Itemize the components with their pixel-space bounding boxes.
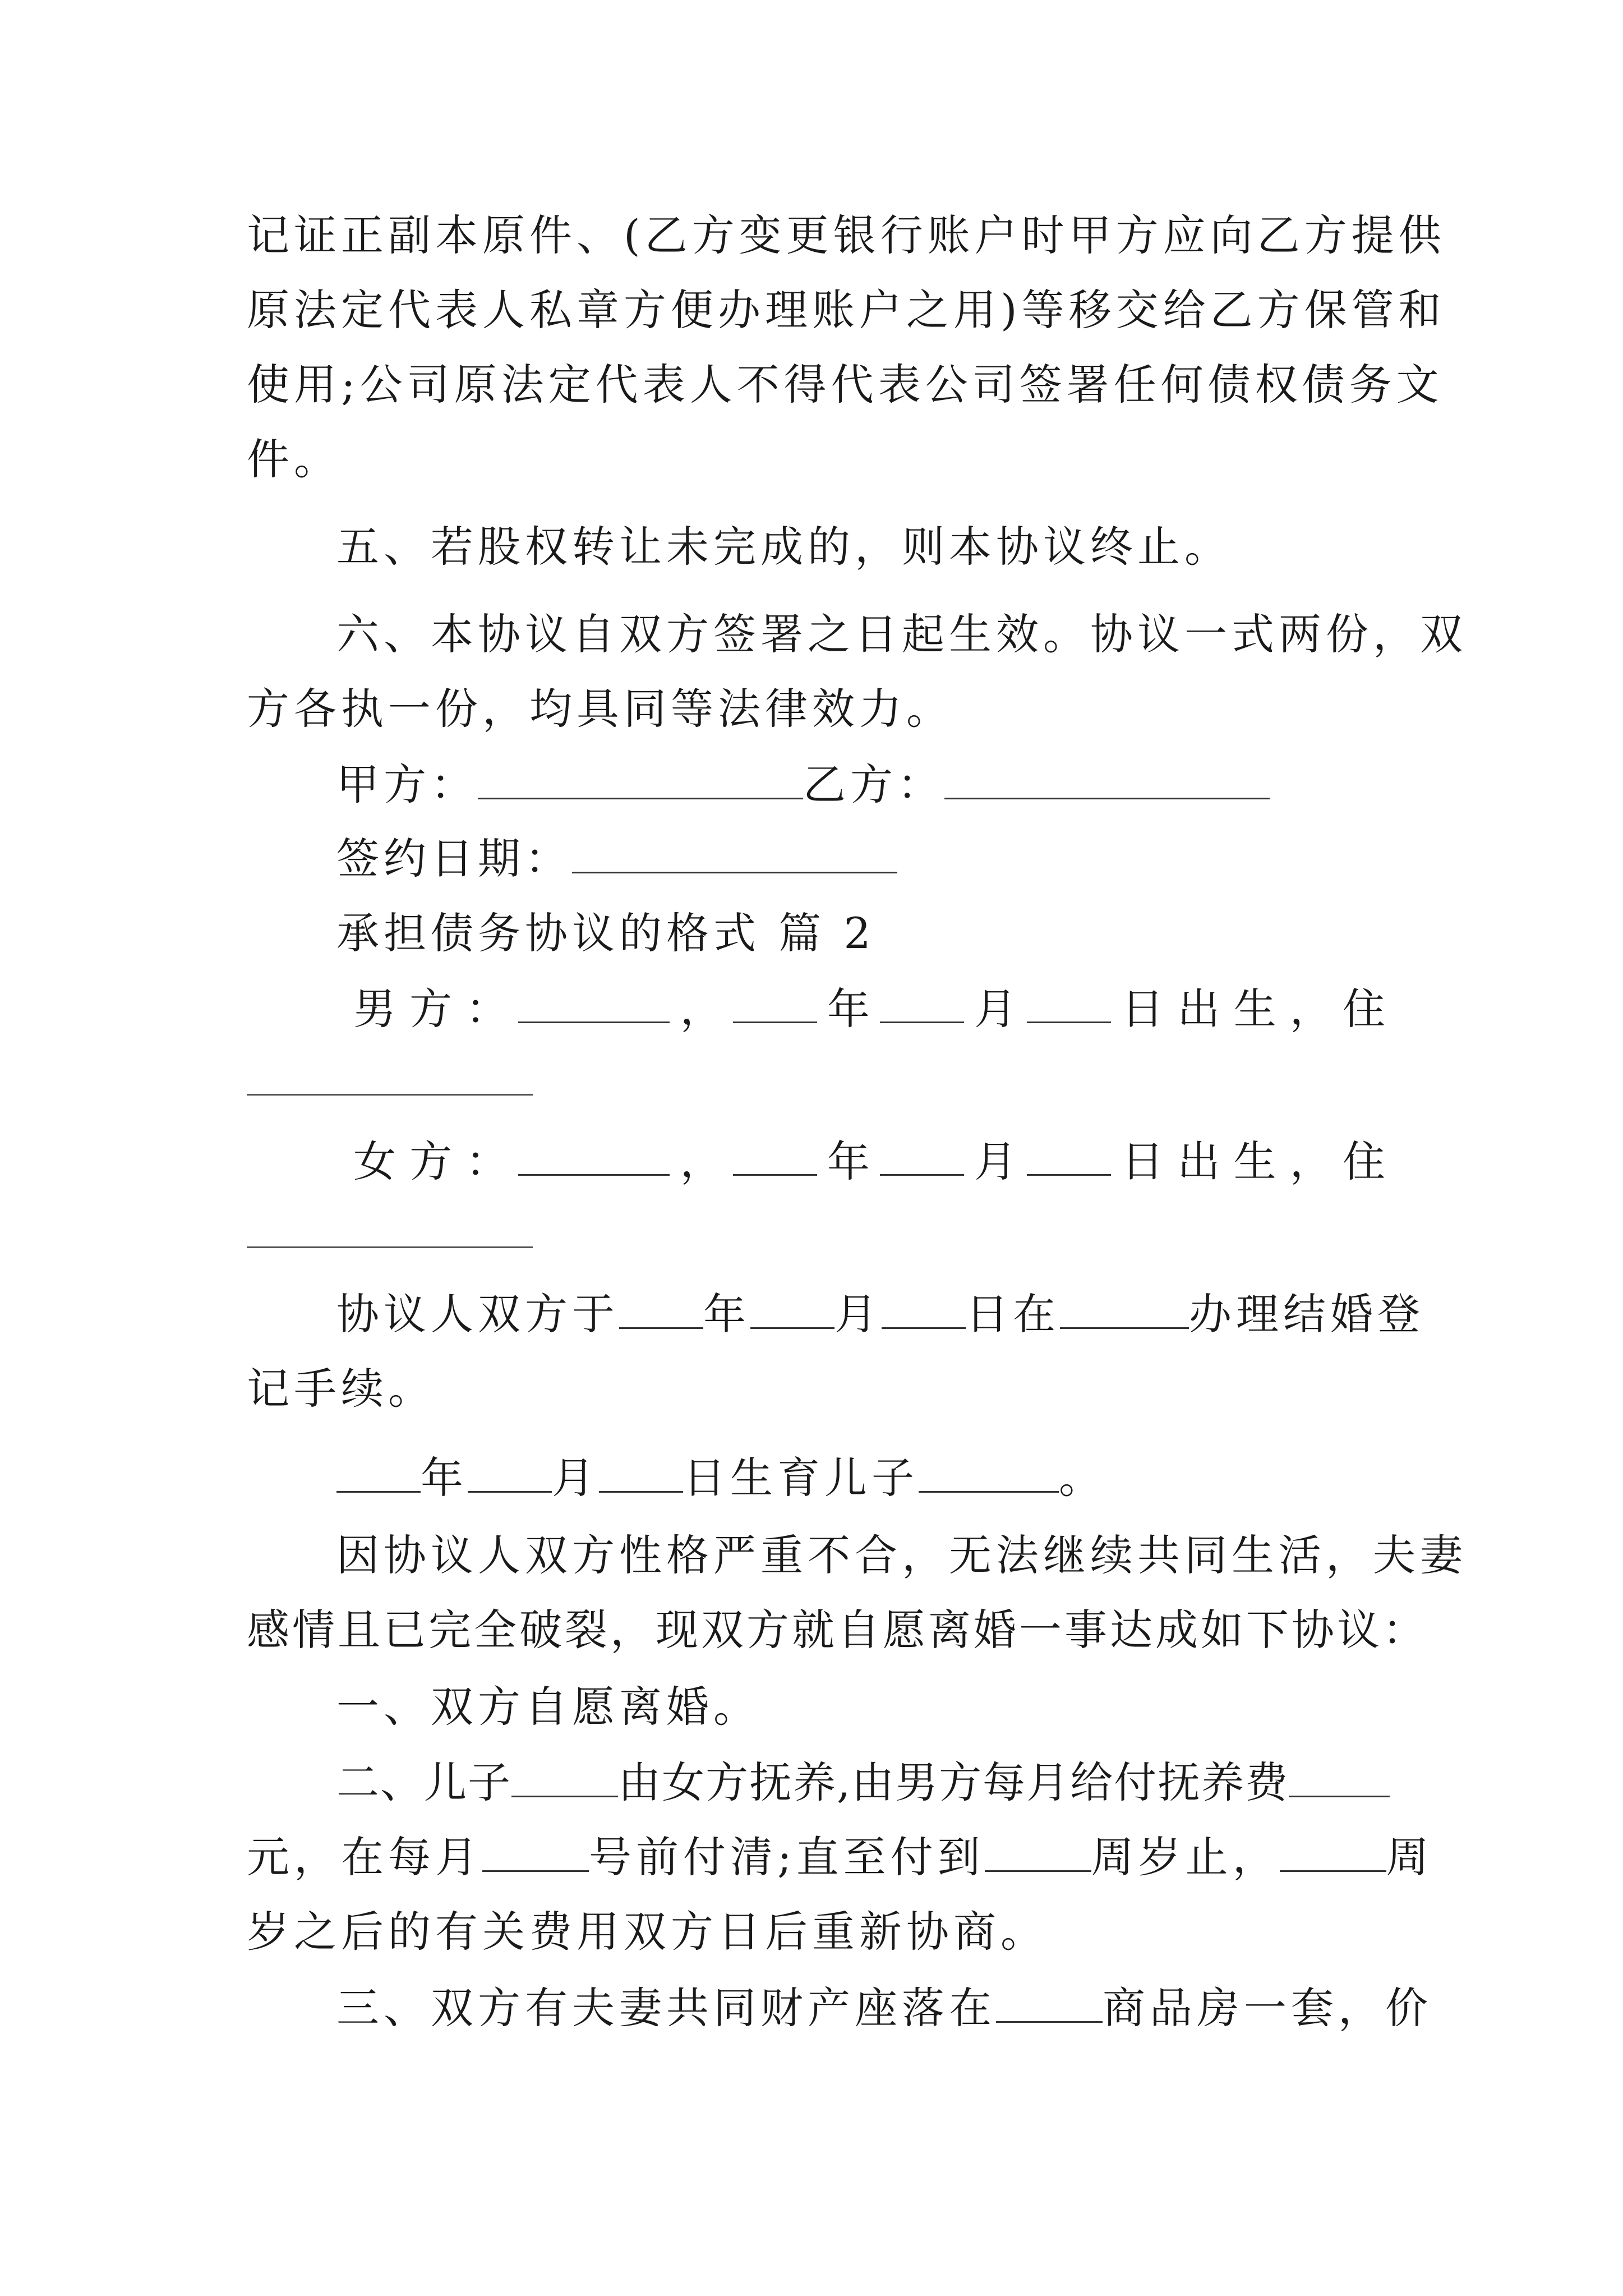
male-year-blank[interactable] — [733, 981, 817, 1023]
section-number: 篇 2 — [778, 908, 875, 958]
son-text: 日生育儿子 — [683, 1453, 919, 1503]
male-info-line — [353, 981, 1385, 1037]
sign-date-line — [336, 831, 1385, 887]
marriage-continued: 记手续。 — [247, 1364, 435, 1414]
clause-two-a: 二、儿子 — [336, 1757, 511, 1807]
male-day-blank[interactable] — [1027, 981, 1111, 1023]
clause-five: 五、若股权转让未完成的，则本协议终止。 — [336, 522, 1232, 572]
sign-date-label: 签约日期： — [336, 834, 572, 884]
female-live: 住 — [1342, 1137, 1385, 1186]
clause-three-b: 商品房一套，价 — [1103, 1983, 1432, 2033]
clause-three-line — [336, 1980, 1432, 2036]
paragraph-line: 方各执一份，均具同等法律效力。 — [247, 684, 953, 734]
son-month-blank[interactable] — [468, 1451, 552, 1493]
clause-six: 六、本协议自双方签署之日起生效。协议一式两份，双 — [336, 609, 1467, 659]
clause-two-d: 号前付清;直至付到 — [589, 1832, 985, 1882]
female-comma: ， — [680, 1137, 723, 1186]
party-a-label: 甲方： — [336, 760, 478, 809]
clause-two-line: 岁之后的有关费用双方日后重新协商。 — [247, 1907, 1048, 1957]
female-month-blank[interactable] — [880, 1134, 964, 1176]
marriage-place-blank[interactable] — [1060, 1287, 1189, 1329]
marriage-month-blank[interactable] — [750, 1287, 834, 1329]
pay-day-blank[interactable] — [482, 1830, 589, 1872]
clause-two-line — [247, 1829, 1433, 1885]
clause-two-e: 周岁止， — [1091, 1832, 1280, 1882]
female-year-blank[interactable] — [733, 1134, 817, 1176]
clause-two-b: 由女方抚养,由男方每月给付抚养费 — [618, 1757, 1289, 1807]
paragraph-line: 件。 — [247, 434, 341, 484]
support-fee-blank[interactable] — [1289, 1755, 1390, 1797]
female-label: 女 方 ： — [353, 1137, 509, 1186]
female-info-line — [353, 1134, 1385, 1190]
party-b-blank[interactable] — [944, 757, 1270, 799]
clause-two-c: 元，在每月 — [247, 1832, 482, 1882]
property-location-blank[interactable] — [996, 1981, 1103, 2023]
party-b-label: 乙方： — [803, 760, 944, 809]
son-name-blank[interactable] — [919, 1451, 1059, 1493]
party-a-blank[interactable] — [478, 757, 803, 799]
signature-line — [336, 757, 1385, 813]
marriage-line — [336, 1286, 1424, 1342]
marriage-day-blank[interactable] — [882, 1287, 966, 1329]
paragraph-line: 使用;公司原法定代表人不得代表公司签署任何债权债务文 — [247, 360, 1444, 409]
female-birth: 日 出 生 ， — [1121, 1137, 1332, 1186]
child-name-blank[interactable] — [511, 1755, 618, 1797]
marriage-day-at: 日在 — [966, 1289, 1060, 1339]
paragraph-line: 记证正副本原件、(乙方变更银行账户时甲方应向乙方提供 — [247, 210, 1446, 260]
male-comma: ， — [680, 984, 723, 1034]
female-address-blank[interactable] — [247, 1246, 533, 1248]
male-name-blank[interactable] — [518, 981, 670, 1023]
male-address-blank[interactable] — [247, 1094, 533, 1096]
son-year-blank[interactable] — [336, 1451, 421, 1493]
male-month: 月 — [974, 984, 1017, 1034]
clause-one: 一、双方自愿离婚。 — [336, 1682, 760, 1732]
section-title: 承担债务协议的格式 — [336, 908, 760, 958]
female-day-blank[interactable] — [1027, 1134, 1111, 1176]
female-name-blank[interactable] — [518, 1134, 670, 1176]
male-live: 住 — [1342, 984, 1385, 1034]
paragraph-line: 原法定代表人私章方便办理账户之用)等移交给乙方保管和 — [247, 285, 1446, 335]
sign-date-blank[interactable] — [572, 831, 897, 873]
son-end: 。 — [1059, 1453, 1106, 1503]
reason-line: 因协议人双方性格严重不合，无法继续共同生活，夫妻 — [336, 1530, 1467, 1580]
marriage-suffix: 办理结婚登 — [1189, 1289, 1424, 1339]
son-month: 月 — [552, 1453, 599, 1503]
male-label: 男 方 ： — [353, 984, 509, 1034]
female-year: 年 — [827, 1137, 870, 1186]
clause-two-f: 周 — [1386, 1832, 1433, 1882]
reason-line: 感情且已完全破裂，现双方就自愿离婚一事达成如下协议： — [247, 1605, 1428, 1655]
clause-three-a: 三、双方有夫妻共同财产座落在 — [336, 1983, 996, 2033]
clause-two-line — [336, 1755, 1385, 1811]
marriage-year-blank[interactable] — [619, 1287, 703, 1329]
female-month: 月 — [974, 1137, 1017, 1186]
male-year: 年 — [827, 984, 870, 1034]
marriage-year: 年 — [703, 1289, 750, 1339]
marriage-month: 月 — [834, 1289, 882, 1339]
son-day-blank[interactable] — [599, 1451, 683, 1493]
age-until-blank[interactable] — [985, 1830, 1091, 1872]
age-after-blank[interactable] — [1280, 1830, 1386, 1872]
male-birth: 日 出 生 ， — [1121, 984, 1332, 1034]
male-month-blank[interactable] — [880, 981, 964, 1023]
son-birth-line — [336, 1450, 1385, 1506]
section-heading — [336, 905, 1385, 961]
marriage-prefix: 协议人双方于 — [336, 1289, 619, 1339]
son-year: 年 — [421, 1453, 468, 1503]
